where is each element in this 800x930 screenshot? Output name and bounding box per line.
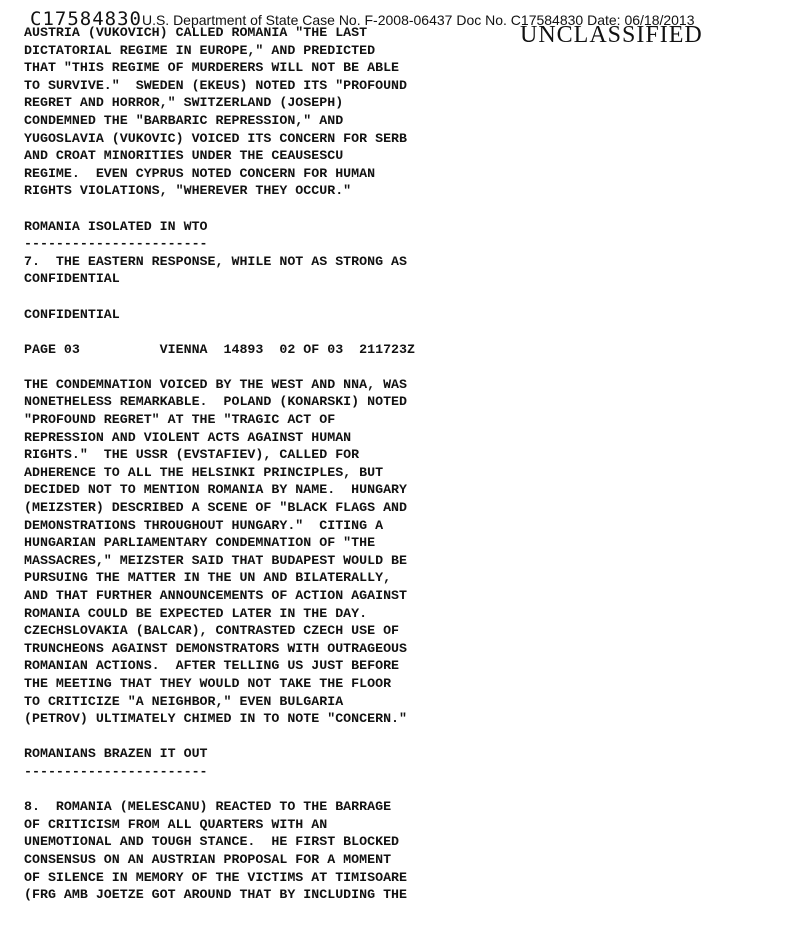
text-line — [24, 288, 544, 306]
text-line: CZECHSLOVAKIA (BALCAR), CONTRASTED CZECH USE OF — [24, 623, 400, 639]
text-line: ADHERENCE TO ALL THE HELSINKI PRINCIPLES, BUT — [24, 464, 384, 480]
classification-marking: UNCLASSIFIED — [520, 22, 703, 48]
text-line: REPRESSION AND VIOLENT ACTS AGAINST HUMAN — [24, 429, 352, 445]
text-line: AND THAT FURTHER ANNOUNCEMENTS OF ACTION AGAINST — [24, 588, 408, 603]
text-line: PURSUING THE MATTER IN THE UN AND BILATERALLY, — [24, 570, 392, 586]
text-line: ----------------------- — [24, 763, 208, 779]
text-line: UNEMOTIONAL AND TOUGH STANCE. HE FIRST BLOCKED — [24, 834, 400, 850]
doc-number-stamp: C17584830 — [30, 8, 142, 30]
text-line: DICTATORIAL REGIME IN EUROPE," AND PREDICTED — [24, 42, 376, 58]
text-line: AND CROAT MINORITIES UNDER THE CEAUSESCU — [24, 148, 344, 164]
text-line: YUGOSLAVIA (VUKOVIC) VOICED ITS CONCERN FOR SERB — [24, 130, 408, 146]
text-line: CONSENSUS ON AN AUSTRIAN PROPOSAL FOR A MOMENT — [24, 851, 392, 867]
text-line: ROMANIAN ACTIONS. AFTER TELLING US JUST BEFORE — [24, 658, 400, 674]
text-line: TRUNCHEONS AGAINST DEMONSTRATORS WITH OUTRAGEOUS — [24, 640, 408, 656]
text-line: CONFIDENTIAL — [24, 271, 120, 287]
text-line: TO SURVIVE." SWEDEN (EKEUS) NOTED ITS "PROFOUND — [24, 77, 408, 93]
text-line: AUSTRIA (VUKOVICH) CALLED ROMANIA "THE LAST — [24, 25, 368, 40]
text-line: MASSACRES," MEIZSTER SAID THAT BUDAPEST WOULD BE — [24, 552, 408, 568]
text-line: REGIME. EVEN CYPRUS NOTED CONCERN FOR HUMAN — [24, 165, 376, 181]
text-line: ROMANIA ISOLATED IN WTO — [24, 218, 208, 234]
text-line: RIGHTS VIOLATIONS, "WHEREVER THEY OCCUR." — [24, 183, 352, 199]
text-line — [24, 323, 544, 341]
text-line: OF SILENCE IN MEMORY OF THE VICTIMS AT TIMISOARE — [24, 869, 408, 885]
text-line: 7. THE EASTERN RESPONSE, WHILE NOT AS STRONG AS — [24, 253, 408, 269]
cable-body — [24, 24, 544, 904]
text-line: (PETROV) ULTIMATELY CHIMED IN TO NOTE "CONCERN." — [24, 711, 408, 727]
text-line: "PROFOUND REGRET" AT THE "TRAGIC ACT OF — [24, 412, 336, 428]
text-line: REGRET AND HORROR," SWITZERLAND (JOSEPH) — [24, 95, 344, 111]
text-line: 8. ROMANIA (MELESCANU) REACTED TO THE BARRAGE — [24, 799, 392, 815]
text-line: RIGHTS." THE USSR (EVSTAFIEV), CALLED FOR — [24, 447, 360, 463]
text-line: PAGE 03 VIENNA 14893 02 OF 03 211723Z — [24, 341, 415, 357]
text-line — [24, 781, 544, 799]
text-line — [24, 358, 544, 376]
text-line: THAT "THIS REGIME OF MURDERERS WILL NOT BE ABLE — [24, 60, 400, 76]
text-line — [24, 728, 544, 746]
text-line: THE MEETING THAT THEY WOULD NOT TAKE THE FLOOR — [24, 675, 392, 691]
text-line: DECIDED NOT TO MENTION ROMANIA BY NAME. HUNGARY — [24, 482, 408, 498]
text-line: NONETHELESS REMARKABLE. POLAND (KONARSKI) NOTED — [24, 394, 408, 410]
text-line — [24, 200, 544, 218]
text-line: ROMANIANS BRAZEN IT OUT — [24, 746, 208, 762]
text-line: CONDEMNED THE "BARBARIC REPRESSION," AND — [24, 112, 344, 128]
text-line: TO CRITICIZE "A NEIGHBOR," EVEN BULGARIA — [24, 693, 344, 709]
text-line: OF CRITICISM FROM ALL QUARTERS WITH AN — [24, 816, 328, 832]
text-line: (FRG AMB JOETZE GOT AROUND THAT BY INCLUDING THE — [24, 887, 408, 903]
text-line: (MEIZSTER) DESCRIBED A SCENE OF "BLACK FLAGS AND — [24, 500, 408, 516]
text-line: DEMONSTRATIONS THROUGHOUT HUNGARY." CITING A — [24, 517, 384, 533]
text-line: ROMANIA COULD BE EXPECTED LATER IN THE DAY. — [24, 605, 368, 621]
release-info: U.S. Department of State Case No. F-2008-06437 Doc No. C17584830 Date: 06/18/2013 — [141, 12, 695, 28]
text-line: CONFIDENTIAL — [24, 306, 120, 322]
text-line: THE CONDEMNATION VOICED BY THE WEST AND NNA, WAS — [24, 376, 408, 392]
text-line: HUNGARIAN PARLIAMENTARY CONDEMNATION OF "THE — [24, 535, 376, 551]
text-line: ----------------------- — [24, 236, 208, 252]
